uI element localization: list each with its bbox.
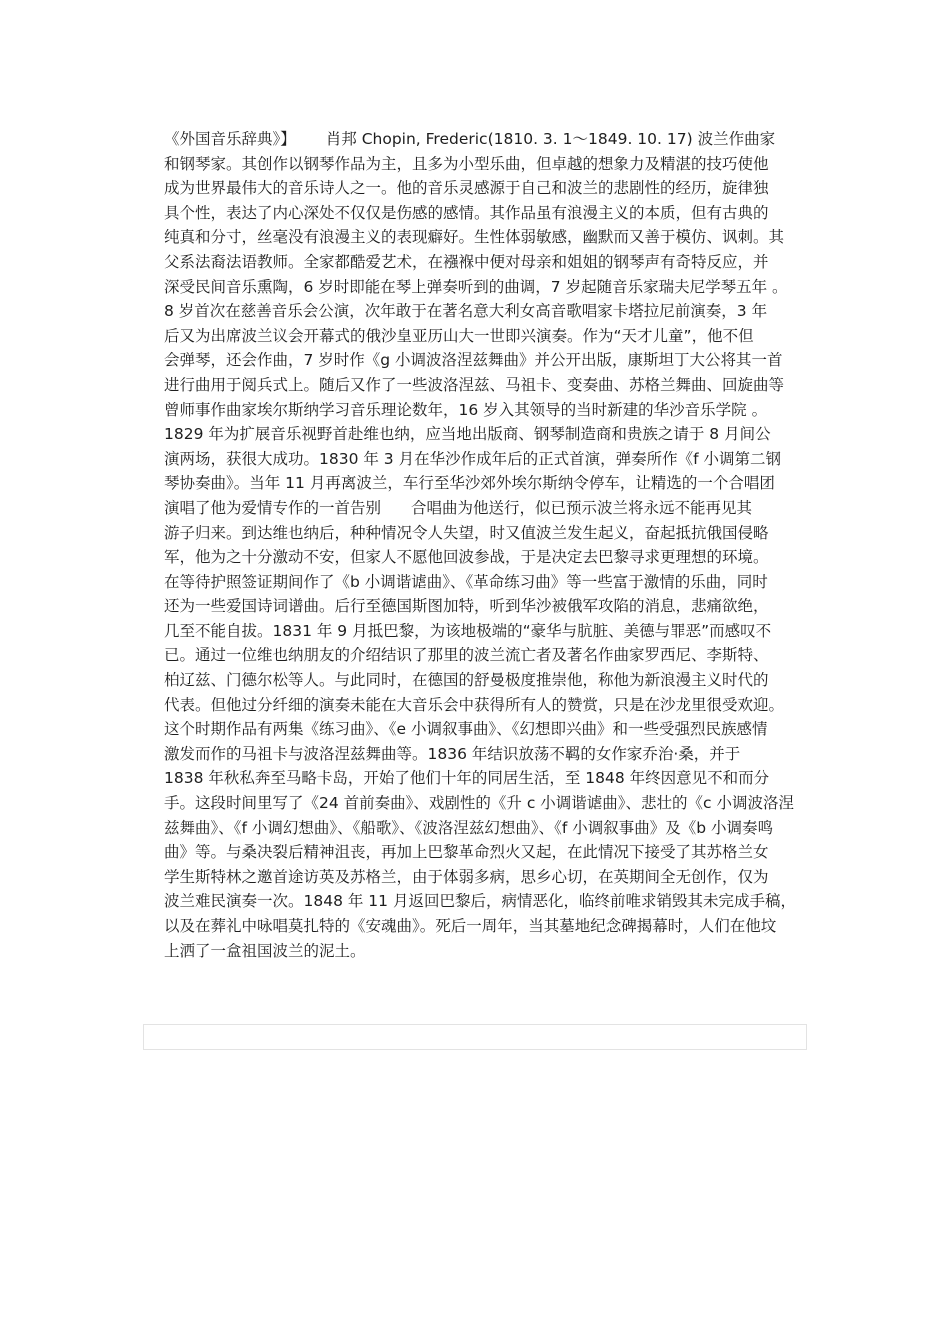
text-line xyxy=(164,324,824,349)
text-line xyxy=(164,865,824,890)
text-line-segment: 1829 年为扩展音乐视野首赴维也纳，应当地出版商、钢琴制造商和贵族之请于 8 月间公 xyxy=(164,425,771,444)
text-line xyxy=(164,201,824,226)
text-line xyxy=(164,422,824,447)
text-line xyxy=(164,717,824,742)
text-line xyxy=(164,840,824,865)
text-line-segment: 已。通过一位维也纳朋友的介绍结识了那里的波兰流亡者及著名作曲家罗西尼、李斯特、 xyxy=(164,646,769,665)
text-line-segment: 深受民间音乐熏陶，6 岁时即能在琴上弹奏听到的曲调，7 岁起随音乐家瑞夫尼学琴五年 。 xyxy=(164,277,788,296)
text-line xyxy=(164,570,824,595)
text-line-segment: 后又为出席波兰议会开幕式的俄沙皇亚历山大一世即兴演奏。作为“天才儿童”，他不但 xyxy=(164,326,754,345)
text-line xyxy=(164,914,824,939)
text-line-segment: 几至不能自拔。1831 年 9 月抵巴黎，为该地极端的“豪华与肮脏、美德与罪恶”而感叹不 xyxy=(164,621,772,640)
text-line xyxy=(164,816,824,841)
text-line-segment: 军，他为之十分激动不安，但家人不愿他回波参战，于是决定去巴黎寻求更理想的环境。 xyxy=(164,548,769,567)
text-line-segment: 兹舞曲》、《f 小调幻想曲》、《船歌》、《波洛涅兹幻想曲》、《f 小调叙事曲》及《b 小调奏鸣 xyxy=(164,818,774,837)
text-line-segment: 纯真和分寸，丝毫没有浪漫主义的表现癖好。生性体弱敏感，幽默而又善于模仿、讽刺。其 xyxy=(164,228,785,247)
text-line-segment: 父系法裔法语教师。全家都酷爱艺术，在襁褓中便对母亲和姐姐的钢琴声有奇特反应，并 xyxy=(164,252,769,271)
text-line-segment: 游子归来。到达维也纳后，种种情况令人失望，时又值波兰发生起义，奋起抵抗俄国侵略 xyxy=(164,523,769,542)
text-line-segment: 以及在葬礼中咏唱莫扎特的《安魂曲》。死后一周年，当其墓地纪念碑揭幕时，人们在他坟 xyxy=(164,917,777,935)
text-line-segment: 柏辽兹、门德尔松等人。与此同时，在德国的舒曼极度推崇他，称他为新浪漫主义时代的 xyxy=(164,671,769,690)
text-line xyxy=(164,766,824,791)
text-line xyxy=(164,668,824,693)
text-line-segment: 会弹琴，还会作曲，7 岁时作《g 小调波洛涅兹舞曲》并公开出版，康斯坦丁大公将其一首 xyxy=(164,351,783,370)
text-line xyxy=(164,348,824,373)
text-line xyxy=(164,176,824,201)
text-line-segment: 上洒了一盒祖国波兰的泥土。 xyxy=(164,941,366,960)
text-line-segment: 肖邦 Chopin, Frederic(1810. 3. 1～1849. 10. 17) 波兰作曲家 xyxy=(325,130,776,148)
text-line-segment: 《外国音乐辞典》】 xyxy=(164,130,296,148)
text-line-segment: 代表。但他过分纤细的演奏未能在大音乐会中获得所有人的赞赏，只是在沙龙里很受欢迎。 xyxy=(164,695,785,714)
text-line xyxy=(164,619,824,644)
text-line xyxy=(164,152,824,177)
text-line-segment: 曾师事作曲家埃尔斯纳学习音乐理论数年，16 岁入其领导的当时新建的华沙音乐学院 。 xyxy=(164,400,768,419)
text-line-segment: 8 岁首次在慈善音乐会公演，次年敢于在著名意大利女高音歌唱家卡塔拉尼前演奏，3 年 xyxy=(164,302,768,321)
text-line xyxy=(164,496,824,521)
text-line-segment: 学生斯特林之邀首途访英及苏格兰，由于体弱多病，思乡心切，在英期间全无创作，仅为 xyxy=(164,867,769,886)
text-line-segment: 这个时期作品有两集《练习曲》、《e 小调叙事曲》、《幻想即兴曲》和一些受强烈民族感情 xyxy=(164,720,768,739)
text-line xyxy=(164,742,824,767)
text-line-segment: 进行曲用于阅兵式上。随后又作了一些波洛涅兹、马祖卡、变奏曲、苏格兰舞曲、回旋曲等 xyxy=(164,375,785,394)
text-line-segment: 手。这段时间里写了《24 首前奏曲》、戏剧性的《升 c 小调谐谑曲》、悲壮的《c 小调波洛涅 xyxy=(164,794,794,813)
text-line-segment: 具个性，表达了内心深处不仅仅是伤感的感情。其作品虽有浪漫主义的本质，但有古典的 xyxy=(164,203,769,222)
text-line xyxy=(164,127,824,152)
text-line-segment: 成为世界最伟大的音乐诗人之一。他的音乐灵感源于自己和波兰的悲剧性的经历，旋律独 xyxy=(164,179,769,198)
text-line-segment: 激发而作的马祖卡与波洛涅兹舞曲等。1836 年结识放荡不羁的女作家乔治·桑，并于 xyxy=(164,744,741,763)
text-line xyxy=(164,643,824,668)
text-line-segment: 演唱了他为爱情专作的一首告别 xyxy=(164,498,382,517)
text-line xyxy=(164,398,824,423)
text-line-segment: 和钢琴家。其创作以钢琴作品为主，且多为小型乐曲，但卓越的想象力及精湛的技巧使他 xyxy=(164,154,769,173)
text-line xyxy=(164,275,824,300)
text-line-segment: 还为一些爱国诗词谱曲。后行至德国斯图加特，听到华沙被俄军攻陷的消息，悲痛欲绝， xyxy=(164,597,769,616)
text-line-segment: 1838 年秋私奔至马略卡岛，开始了他们十年的同居生活，至 1848 年终因意见不和而分 xyxy=(164,769,770,788)
empty-text-box xyxy=(143,1024,807,1050)
text-line-segment: 在等待护照签证期间作了《b 小调谐谑曲》、《革命练习曲》等一些富于激情的乐曲，同时 xyxy=(164,572,768,591)
text-line xyxy=(164,693,824,718)
text-line xyxy=(164,594,824,619)
text-line xyxy=(164,250,824,275)
text-line xyxy=(164,471,824,496)
text-line xyxy=(164,373,824,398)
text-line-segment: 琴协奏曲》。当年 11 月再离波兰，车行至华沙郊外埃尔斯纳令停车，让精选的一个合唱团 xyxy=(164,474,775,493)
text-line xyxy=(164,545,824,570)
text-line xyxy=(164,299,824,324)
text-line xyxy=(164,521,824,546)
text-line xyxy=(164,225,824,250)
article-body xyxy=(164,127,824,963)
text-line xyxy=(164,939,824,964)
text-line-segment: 曲》等。与桑决裂后精神沮丧，再加上巴黎革命烈火又起，在此情况下接受了其苏格兰女 xyxy=(164,843,769,862)
text-line xyxy=(164,447,824,472)
text-line xyxy=(164,791,824,816)
text-line xyxy=(164,889,824,914)
text-line-segment: 合唱曲为他送行，似已预示波兰将永远不能再见其 xyxy=(411,498,753,517)
text-line-segment: 演两场，获很大成功。1830 年 3 月在华沙作成年后的正式首演，弹奏所作《f 小调第二钢 xyxy=(164,449,781,468)
text-line-segment: 波兰难民演奏一次。1848 年 11 月返回巴黎后，病情恶化，临终前唯求销毁其未完成手稿， xyxy=(164,892,796,911)
